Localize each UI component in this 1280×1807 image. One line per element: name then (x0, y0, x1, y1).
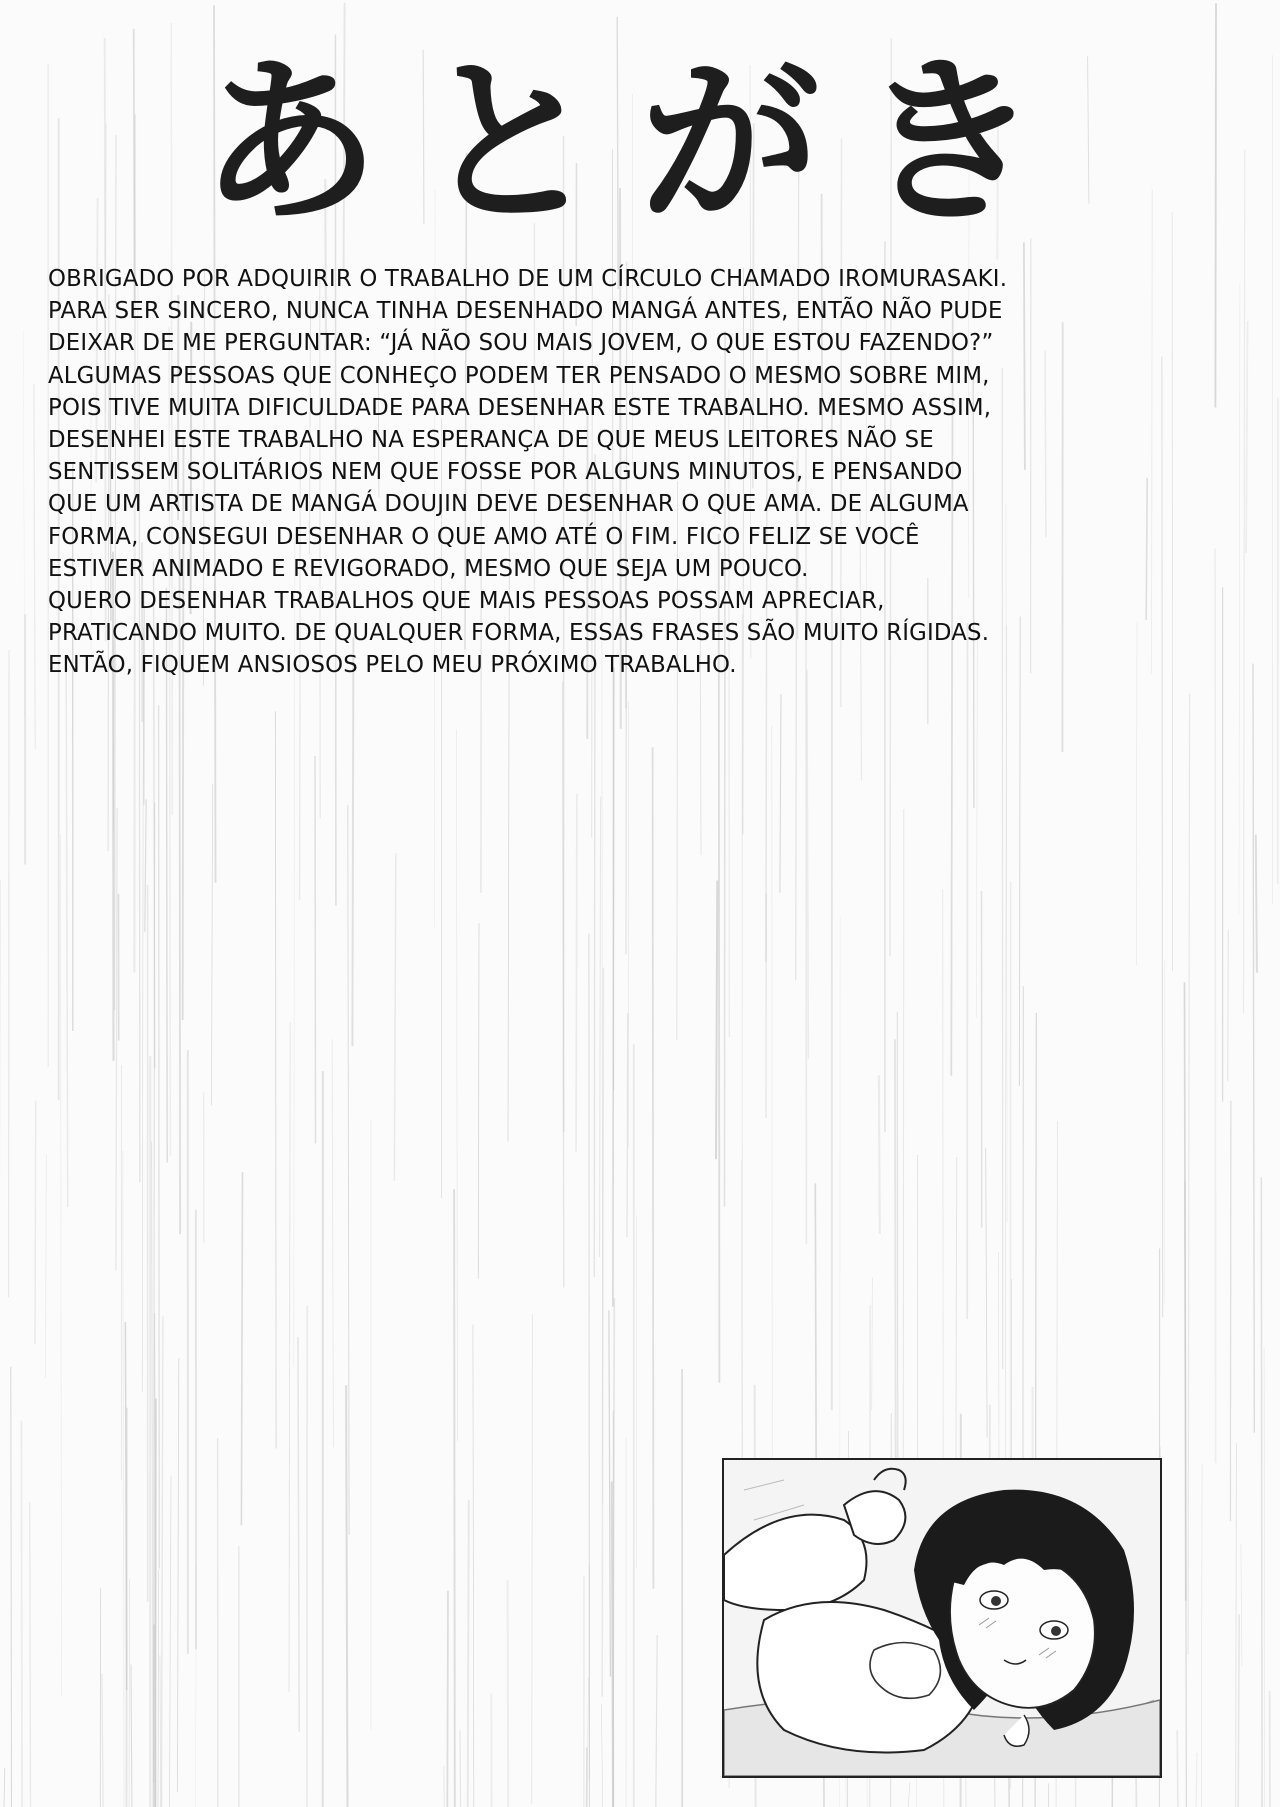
paper-streak (872, 1278, 873, 1410)
paper-streak (1241, 1544, 1242, 1666)
paper-streak (158, 1570, 159, 1807)
paper-streak (34, 384, 35, 749)
paper-streak (123, 1151, 124, 1807)
paper-streak (1239, 283, 1240, 915)
paper-streak (4, 1768, 5, 1807)
paper-streak (627, 1013, 628, 1237)
paper-streak (1256, 835, 1257, 973)
paper-streak (447, 1591, 448, 1807)
paper-streak (716, 881, 717, 1160)
afterword-line: POIS TIVE MUITA DIFICULDADE PARA DESENHAR ESTE TRABALHO. MESMO ASSIM, (48, 392, 992, 421)
paper-streak (1264, 1348, 1265, 1807)
paper-streak (332, 1039, 333, 1447)
paper-streak (21, 1421, 22, 1807)
paper-streak (772, 726, 773, 1529)
paper-streak (473, 1325, 474, 1807)
paper-streak (807, 670, 808, 1059)
paper-streak (508, 1580, 509, 1807)
paper-streak (394, 853, 395, 1181)
paper-streak (587, 1677, 588, 1807)
paper-streak (348, 805, 349, 1535)
paper-streak (780, 694, 781, 892)
paper-streak (1236, 1443, 1237, 1807)
paper-streak (11, 1367, 12, 1807)
paper-streak (352, 637, 353, 1046)
paper-streak (145, 799, 146, 932)
paper-streak (576, 794, 577, 1152)
paper-streak (30, 1502, 31, 1807)
paper-streak (879, 1075, 880, 1234)
paper-streak (1201, 1464, 1202, 1807)
paper-streak (131, 1665, 132, 1807)
paper-streak (1238, 1615, 1239, 1807)
afterword-line: ENTÃO, FIQUEM ANSIOSOS PELO MEU PRÓXIMO TRABALHO. (48, 650, 737, 679)
afterword-text (48, 262, 1212, 681)
afterword-line: OBRIGADO POR ADQUIRIR O TRABALHO DE UM CÍRCULO CHAMADO IROMURASAKI. (48, 264, 1008, 292)
afterword-line: DEIXAR DE ME PERGUNTAR: “JÁ NÃO SOU MAIS JOVEM, O QUE ESTOU FAZENDO?” (48, 328, 994, 357)
illustration-panel (722, 1458, 1162, 1778)
paper-streak (289, 1022, 290, 1692)
paper-streak (986, 1148, 987, 1438)
paper-streak (211, 784, 212, 1105)
paper-streak (1253, 664, 1254, 1433)
paper-streak (61, 835, 62, 1696)
paper-streak (46, 1155, 47, 1378)
paper-streak (116, 808, 117, 1270)
title-text: あとがき (199, 37, 1081, 248)
paper-streak (609, 1310, 611, 1676)
paper-streak (478, 923, 479, 1278)
paper-streak (241, 1172, 242, 1525)
paper-streak (976, 634, 977, 1018)
paper-streak (142, 628, 143, 1392)
paper-streak (152, 1142, 153, 1807)
title-calligraphy (0, 0, 1280, 260)
paper-streak (1244, 150, 1245, 1013)
afterword-line: DESENHEI ESTE TRABALHO NA ESPERANÇA DE QUE MEUS LEITORES NÃO SE (48, 425, 934, 454)
paper-streak (454, 1189, 455, 1807)
paper-streak (600, 797, 601, 1257)
afterword-line: ESTIVER ANIMADO E REVIGORADO, MESMO QUE SEJA UM POUCO. (48, 553, 809, 582)
paper-streak (1177, 1730, 1178, 1807)
sleeping-girl-illustration (724, 1460, 1160, 1776)
paper-streak (346, 1385, 347, 1807)
paper-streak (1261, 1177, 1262, 1807)
afterword-line: FORMA, CONSEGUI DESENHAR O QUE AMO ATÉ O FIM. FICO FELIZ SE VOCÊ (48, 521, 920, 550)
paper-streak (532, 1314, 533, 1804)
paper-streak (1005, 625, 1006, 1579)
paper-streak (656, 1635, 657, 1807)
paper-streak (653, 747, 654, 1588)
paper-streak (1188, 694, 1190, 1655)
afterword-line: QUE UM ARTISTA DE MANGÁ DOUJIN DEVE DESENHAR O QUE AMA. DE ALGUMA (48, 489, 969, 518)
paper-streak (315, 756, 316, 1143)
paper-streak (162, 1316, 163, 1807)
paper-streak (1230, 1101, 1231, 1521)
paper-streak (170, 1476, 172, 1807)
paper-streak (1019, 617, 1020, 1086)
paper-streak (35, 1101, 36, 1345)
paper-streak (275, 711, 276, 1448)
paper-streak (160, 1655, 161, 1807)
afterword-line: SENTISSEM SOLITÁRIOS NEM QUE FOSSE POR ALGUNS MINUTOS, E PENSANDO (48, 457, 963, 486)
afterword-line: PARA SER SINCERO, NUNCA TINHA DESENHADO MANGÁ ANTES, ENTÃO NÃO PUDE (48, 296, 1003, 325)
paper-streak (456, 730, 457, 1442)
paper-streak (298, 1337, 299, 1732)
paper-streak (908, 1782, 910, 1807)
paper-streak (468, 1500, 469, 1807)
afterword-line: PRATICANDO MUITO. DE QUALQUER FORMA, ESSAS FRASES SÃO MUITO RÍGIDAS. (48, 618, 990, 647)
paper-streak (1196, 1753, 1197, 1807)
paper-streak (155, 1399, 156, 1807)
afterword-line: ALGUMAS PESSOAS QUE CONHEÇO PODEM TER PENSADO O MESMO SOBRE MIM, (48, 360, 990, 389)
paper-streak (1185, 1181, 1186, 1807)
paper-streak (66, 667, 68, 1207)
paper-streak (601, 1704, 602, 1807)
paper-streak (460, 1730, 461, 1807)
paper-streak (177, 1358, 178, 1791)
paper-streak (159, 705, 160, 1568)
paper-streak (1246, 321, 1247, 553)
paper-streak (129, 1579, 130, 1807)
paper-streak (815, 1183, 816, 1478)
paper-streak (102, 1674, 103, 1807)
paper-streak (1215, 549, 1216, 1464)
afterword-line: QUERO DESENHAR TRABALHOS QUE MAIS PESSOAS POSSAM APRECIAR, (48, 586, 885, 615)
